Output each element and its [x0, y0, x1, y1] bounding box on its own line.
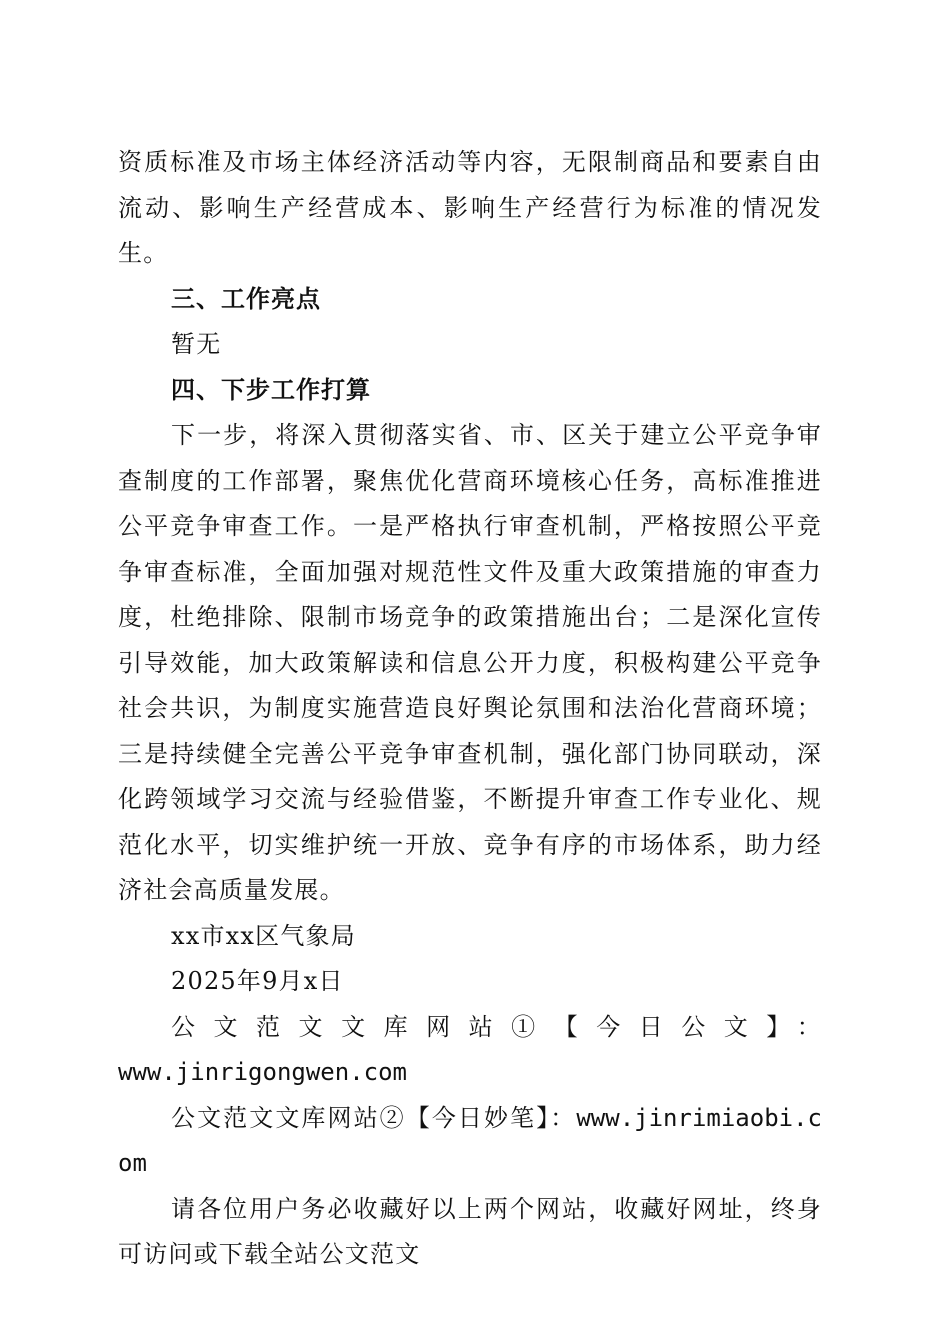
paragraph-plan: 下一步，将深入贯彻落实省、市、区关于建立公平竞争审查制度的工作部署，聚焦优化营商环境核心任务，高标准推进公平竞争审查工作。一是严格执行审查机制，严格按照公平竞争审查标准，全面加强对规范性文件及重大政策措施的审查力度，杜绝排除、限制市场竞争的政策措施出台；二是深化宣传引导效能，加大政策解读和信息公开力度，积极构建公平竞争社会共识，为制度实施营造良好舆论氛围和法治化营商环境；三是持续健全完善公平竞争审查机制，强化部门协同联动，深化跨领域学习交流与经验借鉴，不断提升审查工作专业化、规范化水平，切实维护统一开放、竞争有序的市场体系，助力经济社会高质量发展。: [118, 421, 822, 904]
signature-org: xx市xx区气象局: [171, 921, 356, 950]
document-page: [118, 140, 822, 1278]
paragraph-none: 暂无: [171, 330, 222, 358]
site1-url[interactable]: www.jinrigongwen.com: [118, 1058, 407, 1086]
section-heading-next-steps: 四、下步工作打算: [171, 375, 371, 404]
site2-line: [118, 1096, 822, 1187]
paragraph-continuation: 资质标准及市场主体经济活动等内容，无限制商品和要素自由流动、影响生产经营成本、影响生产经营行为标准的情况发生。: [118, 148, 822, 267]
signature-date: 2025年9月x日: [171, 967, 344, 995]
section-heading-highlights: 三、工作亮点: [171, 284, 321, 313]
site2-url[interactable]: www.jinrimiaobi.com: [118, 1103, 822, 1177]
site1-label: 公文范文文库网站①【今日公文】：: [171, 1012, 822, 1041]
site2-label: 公文范文文库网站②【今日妙笔】：: [171, 1103, 577, 1132]
notice-paragraph: 请各位用户务必收藏好以上两个网站，收藏好网址，终身可访问或下载全站公文范文: [118, 1194, 822, 1268]
